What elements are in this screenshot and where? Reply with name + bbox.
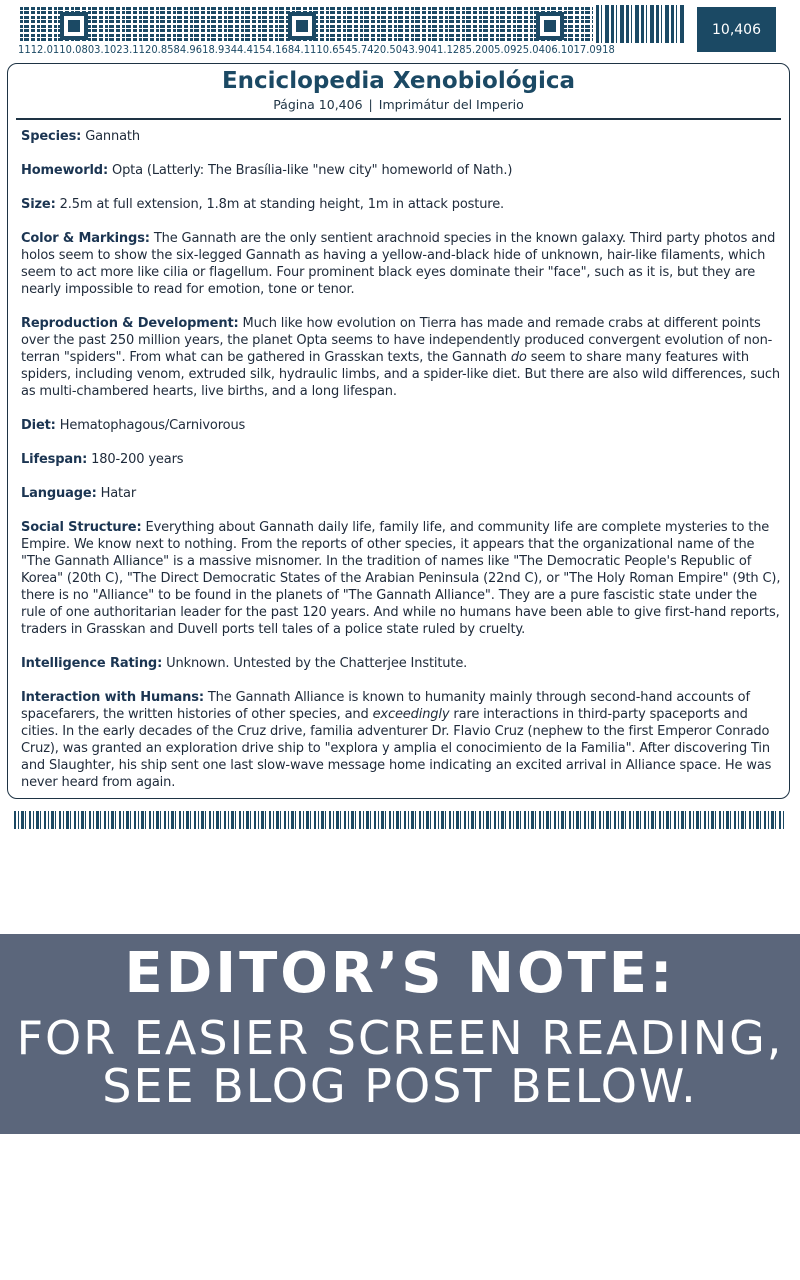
entry-label: Diet: [21,418,56,433]
entry-text: Hematophagous/Carnivorous [59,418,246,433]
entry-text: 2.5m at full extension, 1.8m at standing height, 1m in attack posture. [59,197,505,212]
entry-text: 180-200 years [91,452,184,467]
entry-color-markings [21,230,783,298]
entry-emphasis: do [510,350,527,365]
serial-digits: 1112.0110.0803.1023.1120.8584.9618.9344.4154.1684.1110.6545.7420.5043.9041.1285.2005.0925.0406.1017.0918 [18,43,615,56]
entry-label: Size: [21,197,56,212]
document-title: Enciclopedia Xenobiológica [221,68,576,94]
entry-reproduction [21,315,783,400]
entry-label: Color & Markings: [21,231,150,246]
entry-text: The Gannath are the only sentient arachnoid species in the known galaxy. Third party photos and holos seem to show the six-legged Gannath as having a yellow-and-black hide of unknown, hair-like filaments, which seem to act more like cilia or flagellum. Four prominent black eyes dominate their "face", such as it is, but they are nearly impossible to read for emotion, tone or tenor. [21,231,776,297]
entry-homeworld [21,162,783,179]
entry-text: Gannath [85,129,140,144]
editor-note-banner [0,934,800,1134]
editor-note-heading: EDITOR’S NOTE: [124,941,676,1006]
entry-text: rare interactions in third-party spaceports and cities. In the early decades of the Cruz drive, familia adventurer Dr. Flavio Cruz (nephew to the first Emperor Conrado Cruz), was granted an exploration drive ship to "explora y amplia el conocimiento de la Familia". After discovering Tin and Slaughter, his ship sent one last slow-wave message home indicating an excited arrival in Alliance space. He was never heard from again. [21,707,772,790]
entry-text: Everything about Gannath daily life, family life, and community life are complete mysteries to the Empire. We know next to nothing. From the reports of other species, it appears that the organizational name of the "The Gannath Alliance" is a massive misnomer. In the tradition of names like "The Democratic People's Republic of Korea" (20th C), "The Direct Democratic States of the Arabian Peninsula (22nd C), or "The Holy Roman Empire" (9th C), there is no "Alliance" to be found in the planets of "The Gannath Alliance". They are a pure fascistic state under the rule of one authoritarian leader for the past 120 years. And while no humans have been able to give first-hand reports, traders in Grasskan and Duvell ports tell tales of a police state ruled by cruelty. [21,520,781,637]
entry-label: Intelligence Rating: [21,656,163,671]
entry-diet [21,417,783,434]
title-divider [16,118,781,120]
editor-note-line: FOR EASIER SCREEN READING, [16,1011,784,1065]
entry-interaction-humans [21,689,783,791]
qr-data-strip [18,5,593,43]
imprimatur-label: Imprimátur del Imperio [378,97,524,112]
entry-label: Lifespan: [21,452,88,467]
editor-note-line: SEE BLOG POST BELOW. [102,1059,698,1113]
entry-text: Hatar [100,486,137,501]
entry-species [21,128,783,145]
entry-label: Language: [21,486,97,501]
entry-emphasis: exceedingly [372,707,450,722]
barcode-bottom [14,811,785,829]
encyclopedia-card [7,63,790,799]
entry-intelligence-rating [21,655,783,672]
qr-marker [288,12,316,40]
entry-social-structure [21,519,783,638]
entry-text: Much like how evolution on Tierra has made and remade crabs at different points over the past 250 million years, the planet Opta seems to have independently produced convergent evolution of non-terran "spiders". From what can be gathered in Grasskan texts, the Gannath [21,316,773,365]
entry-list [21,128,783,808]
subtitle-separator: | [368,97,373,112]
document-subtitle [8,97,789,112]
entry-lifespan [21,451,783,468]
entry-label: Reproduction & Development: [21,316,239,331]
entry-text: seem to share many features with spiders, including venom, extruded silk, hydraulic limbs, and a spider-like diet. But there are also wild differences, such as multi-chambered hearts, live births, and a long lifespan. [21,350,781,399]
entry-label: Species: [21,129,82,144]
entry-label: Social Structure: [21,520,142,535]
entry-language [21,485,783,502]
entry-label: Interaction with Humans: [21,690,204,705]
entry-text: The Gannath Alliance is known to humanity mainly through second-hand accounts of spacefarers, the written histories of other species, and [21,690,750,722]
barcode-top-right [596,5,686,43]
page-number-badge: 10,406 [697,7,776,52]
qr-marker [536,12,564,40]
qr-marker [60,12,88,40]
entry-label: Homeworld: [21,163,108,178]
entry-text: Opta (Latterly: The Brasília-like "new city" homeworld of Nath.) [111,163,513,178]
page-label: Página 10,406 [273,97,363,112]
entry-text: Unknown. Untested by the Chatterjee Institute. [166,656,468,671]
entry-size [21,196,783,213]
